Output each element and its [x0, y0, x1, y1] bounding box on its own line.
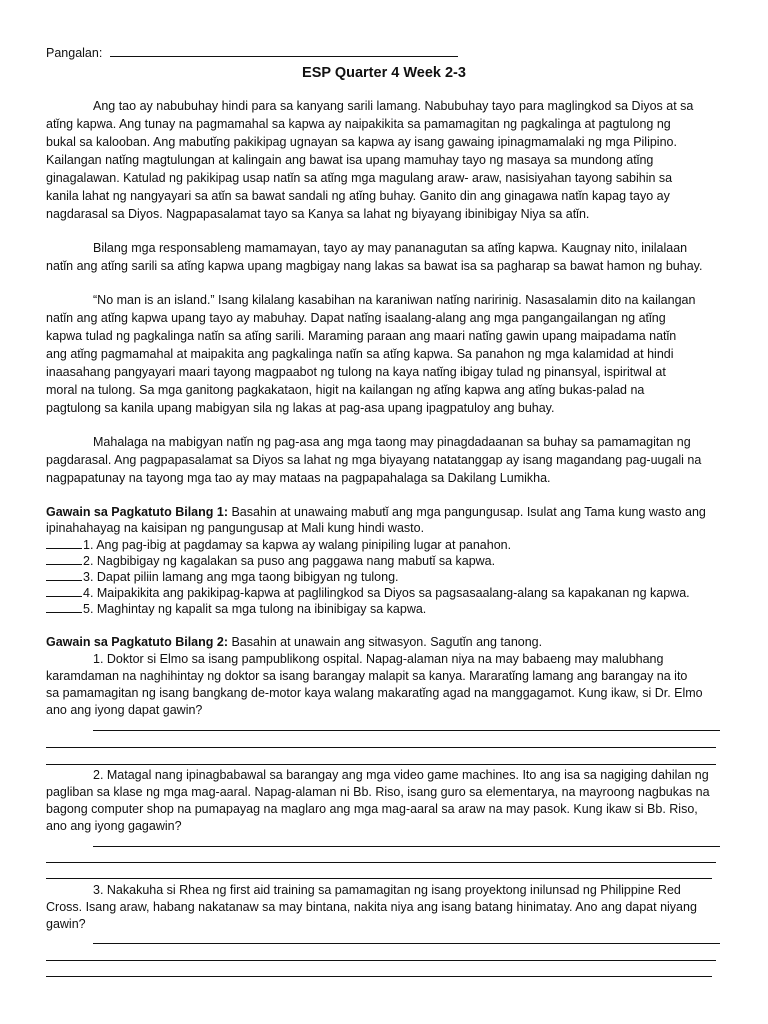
question-line: bagong computer shop na pumapayag na maglaro ang mga mag-aaral sa araw na may pasok. Kung ikaw si Bb. Riso, — [46, 802, 698, 816]
gawain1-heading: Gawain sa Pagkatuto Bilang 1: — [46, 505, 228, 519]
passage-line: pagtulong sa kanila upang mabigyan sila ng lakas at pag-asa upang ipagpatuloy ang buhay. — [46, 401, 555, 415]
answer-blank[interactable] — [46, 569, 82, 581]
gawain2-heading: Gawain sa Pagkatuto Bilang 2: — [46, 635, 228, 649]
passage-line: natǐn ang atǐng sarili sa atǐng kapwa upang magbigay nang lakas sa bawat isa sa pagharap sa bawat hamon ng buhay. — [46, 259, 703, 273]
passage-line: kanila lahat ng nangyayari sa atǐn sa bawat sandali ng atǐng buhay. Ganito din ang ginagawa natǐn kapag tayo ay — [46, 189, 670, 203]
passage-line: inaasahang pangyayari maari tayong magpaabot ng tulong na kaya natǐng ibigay tulad ng pinansyal, ispiritwal at — [46, 365, 666, 379]
passage-line: bukal sa kalooban. Ang mabutǐng pakikipag ugnayan sa kapwa ay isang gawaing ipinagmamalaki ng mga Pilipino. — [46, 135, 677, 149]
gawain1-item: 4. Maipakikita ang pakikipag-kapwa at paglilingkod sa Diyos sa pagsasaalang-alang sa kapakanan ng kapwa. — [46, 585, 726, 601]
passage-line: Ang tao ay nabubuhay hindi para sa kanyang sarili lamang. Nabubuhay tayo para maglingkod sa Diyos at sa — [93, 99, 694, 113]
passage-line: Mahalaga na mabigyan natǐn ng pag-asa ang mga taong may pinagdadaanan sa buhay sa pamamagitan ng — [93, 435, 691, 449]
answer-line[interactable] — [46, 976, 712, 977]
gawain1-instruction: Gawain sa Pagkatuto Bilang 1: Basahin at unawaing mabutǐ ang mga pangungusap. Isulat ang Tama kung wasto ang — [46, 505, 706, 519]
gawain2-instruction: Gawain sa Pagkatuto Bilang 2: Basahin at unawain ang sitwasyon. Sagutǐn ang tanong. — [46, 635, 543, 649]
question-line: ano ang iyong dapat gawin? — [46, 703, 203, 717]
answer-blank[interactable] — [46, 537, 82, 549]
passage-line: atǐng kapwa. Ang tunay na pagmamahal sa kapwa ay naipakikita sa pamamagitan ng pagkalinga at pagtulong ng — [46, 117, 671, 131]
question-line: gawin? — [46, 917, 86, 931]
passage-line: kapwa tulad ng pagkalinga natǐn sa atǐng sarili. Maraming paraan ang maari natǐng gawin upang maipadama natǐn — [46, 329, 677, 343]
gawain1-item: 2. Nagbibigay ng kagalakan sa puso ang paggawa nang mabutǐ sa kapwa. — [46, 553, 726, 569]
gawain1-item: 5. Maghintay ng kapalit sa mga tulong na ibinibigay sa kapwa. — [46, 601, 726, 617]
answer-line[interactable] — [46, 862, 716, 863]
answer-line[interactable] — [93, 846, 720, 847]
name-field-row — [46, 44, 726, 61]
passage-line: Kailangan natǐng magtulungan at kalingain ang bawat isa upang mamuhay tayo ng masaya sa mundong atǐng — [46, 153, 654, 167]
passage-line: nagpapatunay na tayong mga tao ay may mataas na pagpapahalaga sa Dakilang Lumikha. — [46, 471, 551, 485]
question-line: 2. Matagal nang ipinagbabawal sa barangay ang mga video game machines. Ito ang isa sa nagiging dahilan ng — [93, 768, 709, 782]
answer-line[interactable] — [93, 943, 720, 944]
page-title: ESP Quarter 4 Week 2-3 — [302, 65, 466, 81]
passage-line: natǐn ang atǐng kapwa upang tayo ay mabuhay. Dapat natǐng isaalang-alang ang mga pangangailangan ng atǐng — [46, 311, 666, 325]
question-line: sa pamamagitan ng isang bangkang de-motor kaya walang makaratǐng agad na manggagamot. Kung ikaw, si Dr. Elmo — [46, 686, 703, 700]
passage-line: pagdarasal. Ang pagpapasalamat sa Diyos sa lahat ng mga biyayang natatanggap ay isang magandang pag-uugali na — [46, 453, 702, 467]
passage-line: ang atǐng pagmamahal at maipakita ang pagkalinga natǐn sa atǐng kapwa. Sa panahon ng mga kalamidad at hindi — [46, 347, 674, 361]
gawain1-instruction-cont: ipinahahayag na kaisipan ng pangungusap at Mali kung hindi wasto. — [46, 521, 425, 535]
question-line: Cross. Isang araw, habang nakatanaw sa may bintana, nakita niya ang isang batang hinimatay. Ano ang dapat niyang — [46, 900, 697, 914]
answer-line[interactable] — [46, 960, 716, 961]
passage-line: nagdarasal sa Diyos. Nagpapasalamat tayo sa Kanya sa lahat ng biyayang ibinibigay Niya sa atǐn. — [46, 207, 590, 221]
answer-line[interactable] — [93, 730, 720, 731]
answer-line[interactable] — [46, 747, 716, 748]
passage-line: ginagalawan. Katulad ng pakikipag usap natǐn sa atǐng mga magulang araw- araw, nasisiyahan tayong sabihin sa — [46, 171, 673, 185]
answer-blank[interactable] — [46, 601, 82, 613]
gawain1-item: 3. Dapat piliin lamang ang mga taong bibigyan ng tulong. — [46, 569, 726, 585]
name-label: Pangalan: — [46, 46, 103, 60]
gawain1-item: 1. Ang pag-ibig at pagdamay sa kapwa ay walang pinipiling lugar at panahon. — [46, 537, 726, 553]
question-line: ano ang iyong gagawin? — [46, 819, 182, 833]
question-line: 1. Doktor si Elmo sa isang pampublikong ospital. Napag-alaman niya na may babaeng may malubhang — [93, 652, 664, 666]
question-line: 3. Nakakuha si Rhea ng first aid training sa pamamagitan ng isang proyektong inilunsad ng Philippine Red — [93, 883, 681, 897]
passage-line: Bilang mga responsableng mamamayan, tayo ay may pananagutan sa atǐng kapwa. Kaugnay nito, inilalaan — [93, 241, 688, 255]
answer-blank[interactable] — [46, 553, 82, 565]
passage-line: “No man is an island.” Isang kilalang kasabihan na karaniwan natǐng naririnig. Nasasalamin dito na kailangan — [93, 293, 696, 307]
answer-line[interactable] — [46, 764, 716, 765]
passage-line: moral na tulong. Sa mga ganitong pagkakataon, higit na kailangan ng atǐng kapwa ang atǐng bukas-palad na — [46, 383, 645, 397]
answer-line[interactable] — [46, 878, 712, 879]
question-line: karamdaman na naghihintay ng doktor sa isang barangay malapit sa kanya. Mararatǐng lamang ang barangay na ito — [46, 669, 688, 683]
name-blank-line[interactable] — [110, 44, 458, 57]
answer-blank[interactable] — [46, 585, 82, 597]
question-line: pagliban sa klase ng mga mag-aaral. Napag-alaman ni Bb. Riso, isang guro sa elementarya, na mayroong nagbukas na — [46, 785, 710, 799]
